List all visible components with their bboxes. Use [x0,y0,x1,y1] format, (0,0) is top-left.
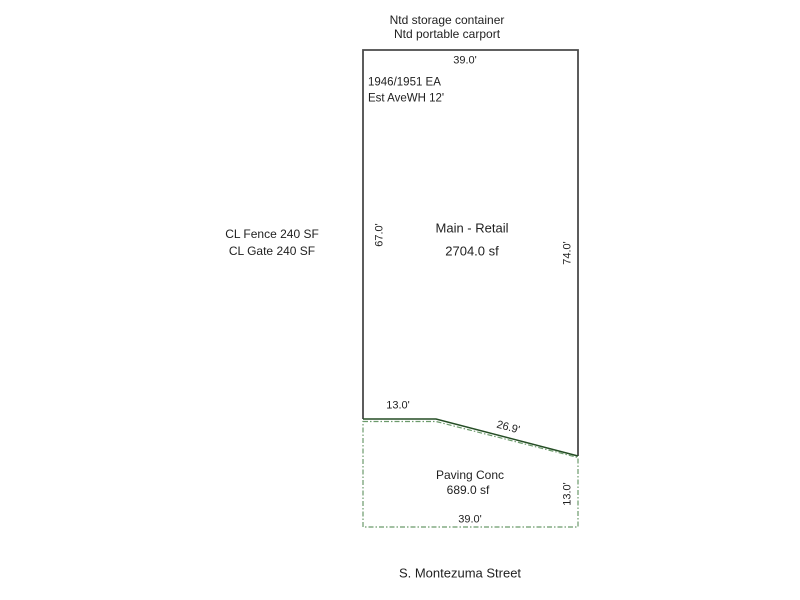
paving-name: Paving Conc [435,468,505,482]
building-wall-height-note: Est AveWH 12' [368,92,445,105]
street-label: S. Montezuma Street [398,565,522,581]
building-year-note: 1946/1951 EA [368,76,441,89]
dim-paving-right: 13.0' [561,482,574,506]
dim-building-right: 74.0' [561,241,574,265]
note-portable-carport: Ntd portable carport [393,27,501,41]
building-bottom-edge [363,419,578,456]
note-storage-container: Ntd storage container [389,13,505,27]
dim-building-left: 67.0' [373,223,386,247]
dim-building-bottom-left: 13.0' [386,399,410,412]
note-cl-gate: CL Gate 240 SF [228,244,316,258]
note-cl-fence: CL Fence 240 SF [225,227,319,241]
dim-building-diagonal: 26.9' [495,418,522,437]
dim-paving-bottom: 39.0' [458,513,482,526]
paving-area: 689.0 sf [446,483,490,497]
building-area: 2704.0 sf [445,243,499,259]
building-name: Main - Retail [435,220,509,236]
dim-building-top: 39.0' [453,54,477,67]
